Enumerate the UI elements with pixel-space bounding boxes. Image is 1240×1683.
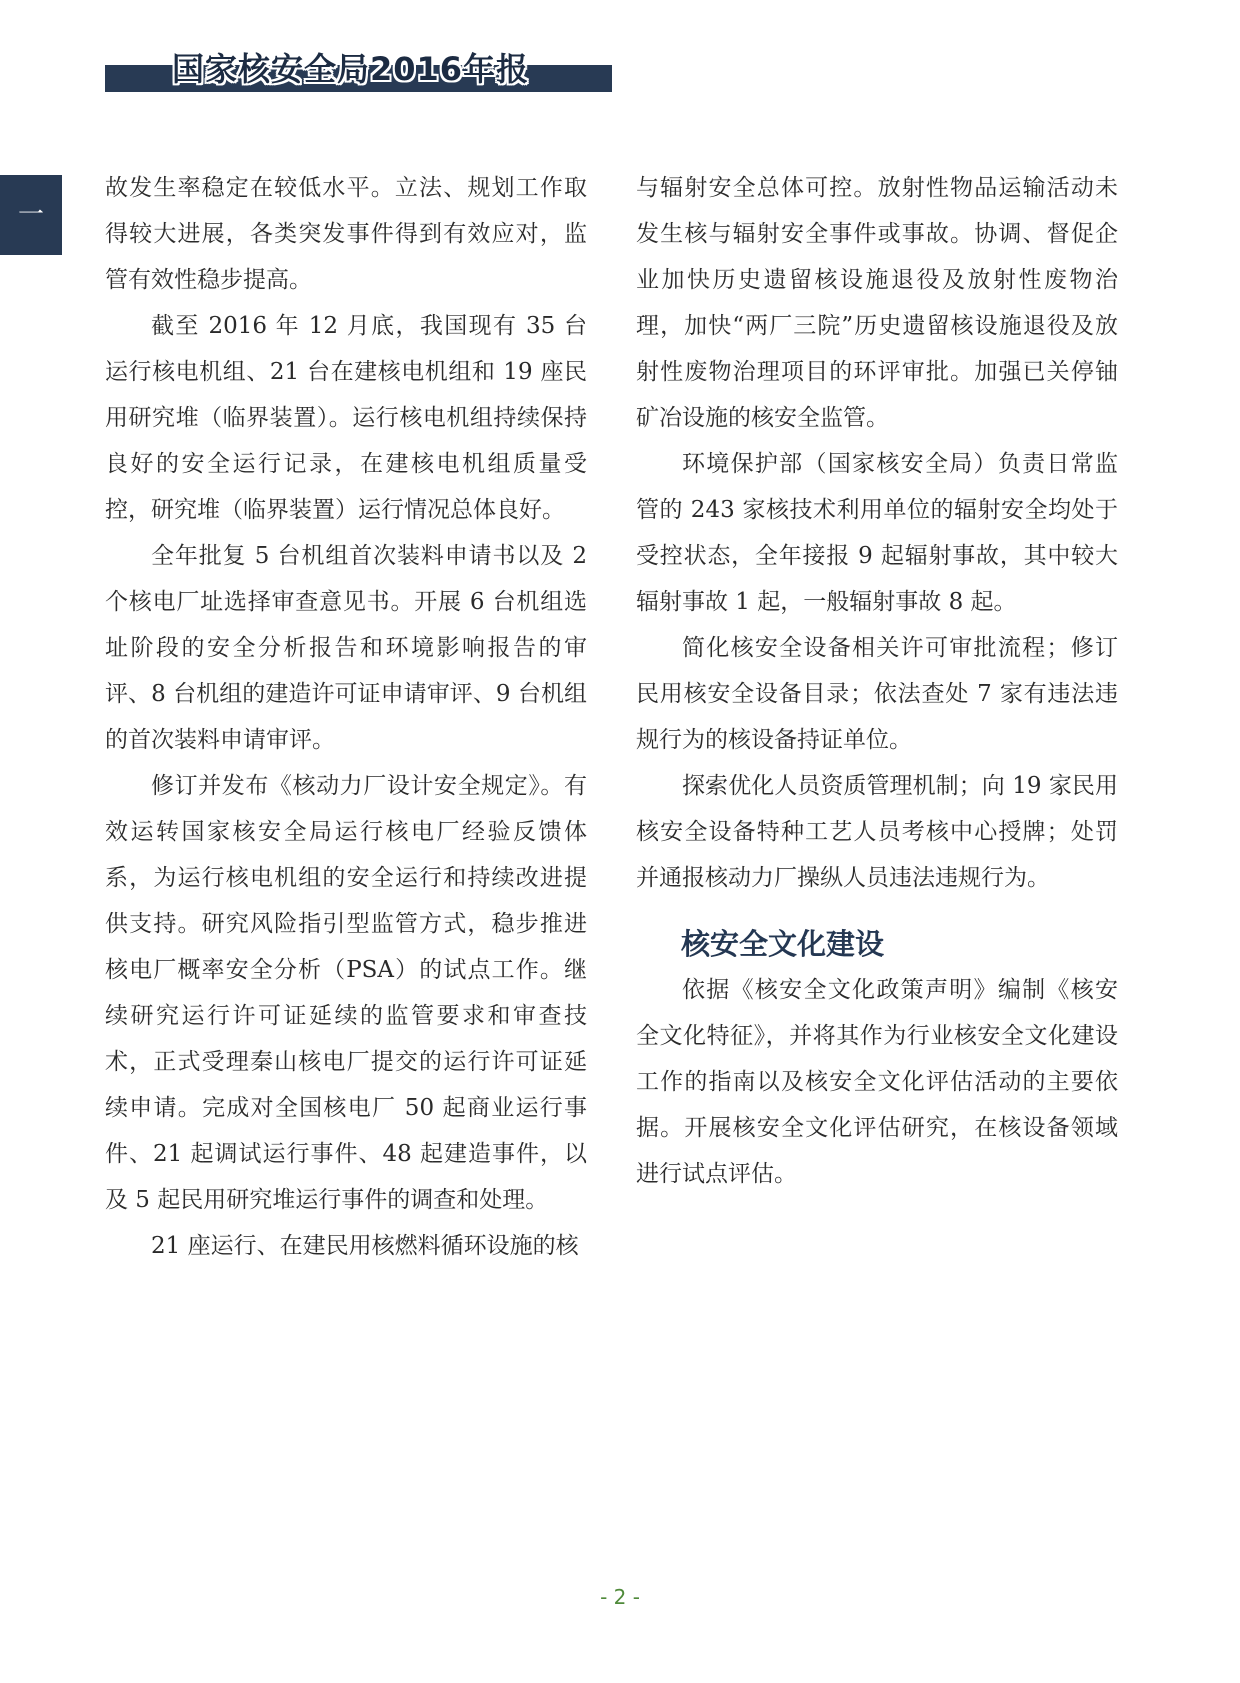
paragraph: 简化核安全设备相关许可审批流程；修订民用核安全设备目录；依法查处 7 家有违法违规行为的核设备持证单位。	[636, 635, 1118, 753]
right-column	[636, 165, 1118, 1197]
section-heading: 核安全文化建设	[681, 927, 885, 961]
paragraph: 截至 2016 年 12 月底，我国现有 35 台运行核电机组、21 台在建核电机组和 19 座民用研究堆（临界装置）。运行核电机组持续保持良好的安全运行记录，在建核电机组质量受控，研究堆（临界装置）运行情况总体良好。	[105, 313, 587, 523]
chapter-tab: 一	[0, 175, 62, 255]
paragraph: 与辐射安全总体可控。放射性物品运输活动未发生核与辐射安全事件或事故。协调、督促企业加快历史遗留核设施退役及放射性废物治理，加快“两厂三院”历史遗留核设施退役及放射性废物治理项目的环评审批。加强已关停铀矿冶设施的核安全监管。	[636, 175, 1118, 431]
paragraph: 全年批复 5 台机组首次装料申请书以及 2 个核电厂址选择审查意见书。开展 6 台机组选址阶段的安全分析报告和环境影响报告的审评、8 台机组的建造许可证申请审评、9 台机组的首次装料申请审评。	[105, 543, 587, 753]
paragraph: 环境保护部（国家核安全局）负责日常监管的 243 家核技术利用单位的辐射安全均处于受控状态，全年接报 9 起辐射事故，其中较大辐射事故 1 起，一般辐射事故 8 起。	[636, 451, 1118, 615]
left-column	[105, 165, 587, 1269]
paragraph: 依据《核安全文化政策声明》编制《核安全文化特征》，并将其作为行业核安全文化建设工作的指南以及核安全文化评估活动的主要依据。开展核安全文化评估研究，在核设备领域进行试点评估。	[636, 977, 1118, 1187]
paragraph: 21 座运行、在建民用核燃料循环设施的核	[151, 1233, 579, 1259]
paragraph: 故发生率稳定在较低水平。立法、规划工作取得较大进展，各类突发事件得到有效应对，监管有效性稳步提高。	[105, 175, 587, 293]
page-number: - 2 -	[600, 1585, 640, 1609]
paragraph: 探索优化人员资质管理机制；向 19 家民用核安全设备特种工艺人员考核中心授牌；处罚并通报核动力厂操纵人员违法违规行为。	[636, 773, 1118, 891]
paragraph: 修订并发布《核动力厂设计安全规定》。有效运转国家核安全局运行核电厂经验反馈体系，为运行核电机组的安全运行和持续改进提供支持。研究风险指引型监管方式，稳步推进核电厂概率安全分析（PSA）的试点工作。继续研究运行许可证延续的监管要求和审查技术，正式受理秦山核电厂提交的运行许可证延续申请。完成对全国核电厂 50 起商业运行事件、21 起调试运行事件、48 起建造事件，以及 5 起民用研究堆运行事件的调查和处理。	[105, 773, 587, 1213]
report-title: 国家核安全局2016年报	[172, 50, 530, 88]
